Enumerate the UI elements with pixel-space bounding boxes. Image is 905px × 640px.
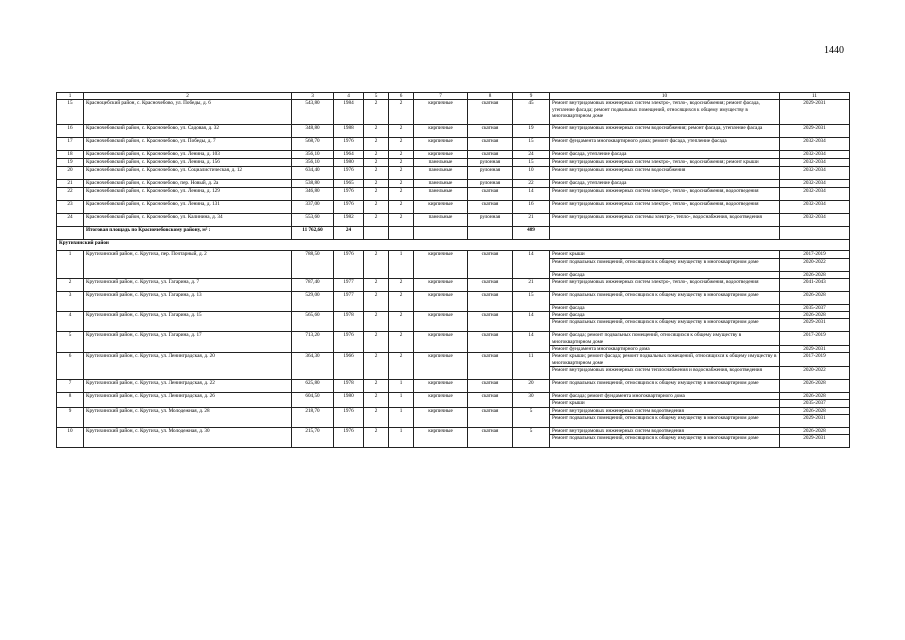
row-number: 4	[57, 312, 84, 332]
table-cell: 2	[389, 138, 414, 151]
table-cell: 2	[389, 214, 414, 227]
work-cell: Ремонт фасада, утепление фасада	[550, 180, 780, 188]
roof-type-cell: скатная	[468, 251, 513, 279]
summary-row	[57, 227, 850, 240]
row-number: 20	[57, 167, 84, 180]
address-cell: Крутихинский район, с. Крутиха, пер. Почтарный, д. 2	[84, 251, 292, 279]
wall-material-cell: панельные	[414, 167, 468, 180]
table-cell: 24	[513, 151, 550, 159]
work-cell: Ремонт подвальных помещений, относящихся к общему имуществу в многоквартирном доме	[550, 258, 780, 271]
area-cell: 218,70	[292, 407, 334, 427]
row-number: 19	[57, 159, 84, 167]
year-cell: 1976	[334, 138, 364, 151]
table-row	[57, 353, 850, 367]
period-cell: 2032-2034	[780, 159, 850, 167]
table-cell: 21	[513, 278, 550, 291]
period-cell: 2035-2037	[780, 400, 850, 407]
work-cell: Ремонт подвальных помещений, относящихся к общему имуществу в многоквартирном доме	[550, 414, 780, 427]
table-row	[57, 291, 850, 304]
row-number: 18	[57, 151, 84, 159]
area-cell: 568,70	[292, 138, 334, 151]
table-cell: 5	[513, 407, 550, 427]
table-cell: 2	[389, 353, 414, 380]
roof-type-cell: скатная	[468, 291, 513, 311]
wall-material-cell: панельные	[414, 188, 468, 201]
table-cell: 2	[364, 427, 389, 447]
table-row	[57, 125, 850, 138]
summary-area: 11 762,60	[292, 227, 334, 240]
table-cell: 1	[389, 392, 414, 407]
row-number: 23	[57, 201, 84, 214]
table-cell	[780, 227, 850, 240]
table-cell: 2	[389, 188, 414, 201]
table-cell	[57, 227, 84, 240]
year-cell: 1976	[334, 332, 364, 353]
table-row	[57, 151, 850, 159]
year-cell: 1976	[334, 167, 364, 180]
year-cell: 1978	[334, 379, 364, 392]
roof-type-cell: рулонная	[468, 159, 513, 167]
table-cell: 45	[513, 100, 550, 125]
address-cell: Красночебовский район, с. Красночебово, ул. Ленина, д. 103	[84, 151, 292, 159]
table-cell	[550, 227, 780, 240]
wall-material-cell: кирпичные	[414, 332, 468, 353]
column-number-row	[57, 93, 850, 100]
work-cell: Ремонт крыши	[550, 400, 780, 407]
row-number: 16	[57, 125, 84, 138]
wall-material-cell: кирпичные	[414, 201, 468, 214]
wall-material-cell: панельные	[414, 159, 468, 167]
area-cell: 553,60	[292, 214, 334, 227]
work-cell: Ремонт фасада; ремонт фундамента многоквартирного дома	[550, 392, 780, 399]
housing-repair-table	[56, 92, 850, 448]
address-cell: Крутихинский район, с. Крутиха, ул. Гагарина, д. 17	[84, 332, 292, 353]
work-cell: Ремонт подвальных помещений, относящихся к общему имуществу в многоквартирном доме	[550, 319, 780, 332]
table-cell: 5	[513, 427, 550, 447]
work-cell: Ремонт внутридомовых инженерных систем водоснабжения; ремонт фасада, утепление фасада	[550, 125, 780, 138]
table-cell: 2	[364, 125, 389, 138]
year-cell: 1976	[334, 251, 364, 279]
address-cell: Крутихинский район, с. Крутиха, ул. Гагарина, д. 7	[84, 278, 292, 291]
table-cell: 2	[389, 201, 414, 214]
row-number: 21	[57, 180, 84, 188]
wall-material-cell: кирпичные	[414, 407, 468, 427]
table-cell: 2	[389, 332, 414, 353]
year-cell: 1976	[334, 188, 364, 201]
area-cell: 565,60	[292, 312, 334, 332]
year-cell: 1976	[334, 427, 364, 447]
table-row	[57, 167, 850, 180]
area-cell: 364,30	[292, 353, 334, 380]
wall-material-cell: кирпичные	[414, 151, 468, 159]
row-number: 5	[57, 332, 84, 353]
column-number: 7	[414, 93, 468, 100]
table-cell: 15	[513, 291, 550, 311]
period-cell: 2029-2031	[780, 319, 850, 332]
period-cell: 2032-2034	[780, 167, 850, 180]
work-cell: Ремонт внутридомовых инженерных систем водоотведения	[550, 407, 780, 414]
table-cell: 2	[389, 125, 414, 138]
table-row	[57, 159, 850, 167]
period-cell: 2020-2022	[780, 258, 850, 271]
work-cell: Ремонт внутридомовых инженерных систем электро-, тепло-, водоснабжения, водоотведения	[550, 188, 780, 201]
column-number: 8	[468, 93, 513, 100]
area-cell: 346,80	[292, 188, 334, 201]
roof-type-cell: скатная	[468, 332, 513, 353]
address-cell: Красночебовский район, с. Красночебово, ул. Победы, д. 7	[84, 138, 292, 151]
table-cell: 19	[513, 125, 550, 138]
row-number: 10	[57, 427, 84, 447]
area-cell: 604,50	[292, 392, 334, 407]
table-cell: 2	[364, 214, 389, 227]
row-number: 2	[57, 278, 84, 291]
table-cell	[389, 227, 414, 240]
table-cell: 2	[364, 332, 389, 353]
table-cell: 2	[389, 167, 414, 180]
table-cell: 14	[513, 188, 550, 201]
period-cell: 2029-2031	[780, 125, 850, 138]
work-cell: Ремонт фундамента многоквартирного дома	[550, 346, 780, 353]
area-cell: 337,00	[292, 201, 334, 214]
row-number: 3	[57, 291, 84, 311]
table-row	[57, 100, 850, 125]
table-cell: 2	[364, 251, 389, 279]
table-cell: 1	[389, 407, 414, 427]
roof-type-cell: скатная	[468, 427, 513, 447]
address-cell: Красноцебский район, с. Красночебово, ул. Победы, д. 6	[84, 100, 292, 125]
roof-type-cell: скатная	[468, 353, 513, 380]
period-cell: 2026-2028	[780, 427, 850, 434]
wall-material-cell: кирпичные	[414, 138, 468, 151]
period-cell: 2026-2028	[780, 312, 850, 319]
table-cell: 20	[513, 379, 550, 392]
work-cell: Ремонт фасада, утепление фасада	[550, 151, 780, 159]
year-cell: 1976	[334, 201, 364, 214]
roof-type-cell: скатная	[468, 138, 513, 151]
row-number: 1	[57, 251, 84, 279]
table-cell: 2	[364, 291, 389, 311]
table-row	[57, 278, 850, 291]
table-row	[57, 214, 850, 227]
period-cell: 2029-2031	[780, 414, 850, 427]
area-cell: 215,70	[292, 427, 334, 447]
area-cell: 543,80	[292, 100, 334, 125]
roof-type-cell: скатная	[468, 312, 513, 332]
table-cell: 1	[389, 379, 414, 392]
roof-type-cell: скатная	[468, 379, 513, 392]
year-cell: 1966	[334, 353, 364, 380]
period-cell: 2017-2019	[780, 353, 850, 367]
roof-type-cell: скатная	[468, 201, 513, 214]
table-cell	[414, 227, 468, 240]
period-cell: 2032-2034	[780, 151, 850, 159]
column-number: 9	[513, 93, 550, 100]
roof-type-cell: скатная	[468, 100, 513, 125]
wall-material-cell: кирпичные	[414, 278, 468, 291]
table-cell: 2	[389, 278, 414, 291]
table-cell: 2	[364, 379, 389, 392]
work-cell: Ремонт подвальных помещений, относящихся к общему имуществу в многоквартирном доме	[550, 379, 780, 392]
address-cell: Крутихинский район, с. Крутиха, ул. Гагарина, д. 15	[84, 312, 292, 332]
address-cell: Крутихинский район, с. Крутиха, ул. Гагарина, д. 13	[84, 291, 292, 311]
period-cell: 2032-2034	[780, 214, 850, 227]
roof-type-cell: скатная	[468, 125, 513, 138]
work-cell: Ремонт подвальных помещений, относящихся к общему имуществу в многоквартирном доме	[550, 435, 780, 448]
year-cell: 1984	[334, 100, 364, 125]
table-cell: 1	[389, 427, 414, 447]
wall-material-cell: кирпичные	[414, 100, 468, 125]
wall-material-cell: кирпичные	[414, 427, 468, 447]
wall-material-cell: кирпичные	[414, 251, 468, 279]
period-cell: 2017-2019	[780, 332, 850, 346]
wall-material-cell: кирпичные	[414, 392, 468, 407]
table-cell	[468, 227, 513, 240]
period-cell: 2029-2031	[780, 435, 850, 448]
address-cell: Красночебовский район, с. Красночебово, пер. Новый, д. 2а	[84, 180, 292, 188]
table-cell: 16	[513, 201, 550, 214]
period-cell: 2035-2037	[780, 304, 850, 311]
district-row	[57, 240, 850, 251]
year-cell: 1980	[334, 392, 364, 407]
work-cell: Ремонт внутридомовых инженерных систем электро-, тепло-, водоснабжения, водоотведения	[550, 278, 780, 291]
row-number: 9	[57, 407, 84, 427]
period-cell: 2026-2028	[780, 392, 850, 399]
area-cell: 356,10	[292, 151, 334, 159]
period-cell: 2020-2022	[780, 366, 850, 379]
period-cell: 2032-2034	[780, 201, 850, 214]
table-cell: 2	[389, 159, 414, 167]
table-cell: 2	[364, 312, 389, 332]
wall-material-cell: кирпичные	[414, 379, 468, 392]
work-cell: Ремонт фундамента многоквартирного дома; ремонт фасада, утепление фасада	[550, 138, 780, 151]
address-cell: Крутихинский район, с. Крутиха, ул. Ленинградская, д. 26	[84, 392, 292, 407]
period-cell: 2032-2034	[780, 188, 850, 201]
work-cell: Ремонт фасада	[550, 304, 780, 311]
table-cell: 2	[389, 100, 414, 125]
column-number: 6	[389, 93, 414, 100]
table-row	[57, 312, 850, 319]
table-cell: 15	[513, 159, 550, 167]
area-cell: 529,00	[292, 291, 334, 311]
wall-material-cell: кирпичные	[414, 125, 468, 138]
address-cell: Крутихинский район, с. Крутиха, ул. Молодежная, д. 28	[84, 407, 292, 427]
address-cell: Красночебовский район, с. Красночебово, ул. Калинина, д. 34	[84, 214, 292, 227]
table-cell: 2	[364, 278, 389, 291]
row-number: 17	[57, 138, 84, 151]
table-cell: 30	[513, 392, 550, 407]
work-cell: Ремонт крыши; ремонт фасада; ремонт подвальных помещений, относящихся к общему имуществу в многоквартирном доме	[550, 353, 780, 367]
district-heading: Крутихинский район	[57, 240, 850, 251]
column-number: 1	[57, 93, 84, 100]
column-number: 5	[364, 93, 389, 100]
work-cell: Ремонт внутридомовых инженерных систем водоотведения	[550, 427, 780, 434]
area-cell: 348,80	[292, 125, 334, 138]
column-number: 10	[550, 93, 780, 100]
table-row	[57, 251, 850, 258]
work-cell: Ремонт фасада	[550, 271, 780, 278]
table-cell: 11	[513, 353, 550, 380]
table-cell: 2	[364, 392, 389, 407]
wall-material-cell: кирпичные	[414, 291, 468, 311]
table-cell: 2	[389, 151, 414, 159]
wall-material-cell: панельные	[414, 180, 468, 188]
period-cell: 2041-2043	[780, 278, 850, 291]
row-number: 15	[57, 100, 84, 125]
table-cell: 2	[389, 312, 414, 332]
address-cell: Крутихинский район, с. Крутиха, ул. Ленинградская, д. 22	[84, 379, 292, 392]
area-cell: 787,40	[292, 278, 334, 291]
table-cell: 14	[513, 332, 550, 353]
work-cell: Ремонт подвальных помещений, относящихся к общему имуществу в многоквартирном доме	[550, 291, 780, 304]
year-cell: 1988	[334, 125, 364, 138]
address-cell: Красночебовский район, с. Красночебово, ул. Ленина, д. 129	[84, 188, 292, 201]
table-row	[57, 332, 850, 346]
year-cell: 1978	[334, 312, 364, 332]
year-cell: 1977	[334, 291, 364, 311]
table-cell: 22	[513, 180, 550, 188]
address-cell: Красночебовский район, с. Красночебово, ул. Ленина, д. 131	[84, 201, 292, 214]
row-number: 6	[57, 353, 84, 380]
year-cell: 1964	[334, 151, 364, 159]
period-cell: 2032-2034	[780, 180, 850, 188]
summary-label: Итоговая площадь по Красночебовскому району, м² :	[84, 227, 292, 240]
table-row	[57, 407, 850, 414]
table-cell: 14	[513, 312, 550, 332]
work-cell: Ремонт внутридомовых инженерных систем электро-, тепло-, водоснабжения; ремонт крыши	[550, 159, 780, 167]
table-cell: 2	[364, 138, 389, 151]
year-cell: 1976	[334, 407, 364, 427]
column-number: 3	[292, 93, 334, 100]
area-cell: 788,50	[292, 251, 334, 279]
work-cell: Ремонт внутридомовых инженерных систем электро-, тепло-, водоснабжения, водоотведения	[550, 201, 780, 214]
table-row	[57, 188, 850, 201]
area-cell: 356,10	[292, 159, 334, 167]
period-cell: 2026-2028	[780, 291, 850, 304]
table-cell: 2	[364, 407, 389, 427]
wall-material-cell: панельные	[414, 214, 468, 227]
address-cell: Крутихинский район, с. Крутиха, ул. Молодежная, д. 30	[84, 427, 292, 447]
table-cell: 2	[389, 291, 414, 311]
address-cell: Красночебовский район, с. Красночебово, ул. Ленина, д. 156	[84, 159, 292, 167]
table-row	[57, 201, 850, 214]
wall-material-cell: кирпичные	[414, 353, 468, 380]
row-number: 7	[57, 379, 84, 392]
table-cell: 2	[364, 151, 389, 159]
roof-type-cell: рулонная	[468, 167, 513, 180]
roof-type-cell: рулонная	[468, 180, 513, 188]
roof-type-cell: скатная	[468, 278, 513, 291]
table-row	[57, 392, 850, 399]
column-number: 4	[334, 93, 364, 100]
table-cell: 2	[364, 201, 389, 214]
period-cell: 2026-2028	[780, 271, 850, 278]
column-number: 2	[84, 93, 292, 100]
work-cell: Ремонт внутридомовых инженерных системы электро-, тепло-, водоснабжения, водоотведения	[550, 214, 780, 227]
page-number: 1440	[824, 45, 844, 56]
address-cell: Красночебовский район, с. Красночебово, ул. Социалистическая, д. 12	[84, 167, 292, 180]
roof-type-cell: скатная	[468, 407, 513, 427]
year-cell: 1982	[334, 214, 364, 227]
year-cell: 1980	[334, 159, 364, 167]
table-cell: 2	[364, 180, 389, 188]
table-cell: 2	[389, 180, 414, 188]
year-cell: 1965	[334, 180, 364, 188]
table-cell: 1	[389, 251, 414, 279]
period-cell: 2032-2034	[780, 138, 850, 151]
address-cell: Красночебовский район, с. Красночебово, ул. Садовая, д. 32	[84, 125, 292, 138]
table-row	[57, 379, 850, 392]
area-cell: 634,40	[292, 167, 334, 180]
roof-type-cell: скатная	[468, 392, 513, 407]
work-cell: Ремонт внутридомовых инженерных систем водоснабжения	[550, 167, 780, 180]
work-cell: Ремонт фасада; ремонт подвальных помещений, относящихся к общему имуществу в многоквартирном доме	[550, 332, 780, 346]
work-cell: Ремонт крыши	[550, 251, 780, 258]
table-cell: 15	[513, 138, 550, 151]
table-cell: 14	[513, 251, 550, 279]
row-number: 8	[57, 392, 84, 407]
table-row	[57, 138, 850, 151]
roof-type-cell: рулонная	[468, 214, 513, 227]
area-cell: 625,80	[292, 379, 334, 392]
period-cell: 2026-2028	[780, 407, 850, 414]
table-cell: 2	[364, 353, 389, 380]
roof-type-cell: скатная	[468, 188, 513, 201]
period-cell: 2029-2031	[780, 100, 850, 125]
table-cell: 2	[364, 100, 389, 125]
table-row	[57, 180, 850, 188]
row-number: 22	[57, 188, 84, 201]
work-cell: Ремонт внутридомовых инженерных систем электро-, тепло-, водоснабжения; ремонт фасада, утепление фасада; ремонт подвальных помещений, относящихся к общему имуществу в многоквартирном доме	[550, 100, 780, 125]
period-cell: 2029-2031	[780, 346, 850, 353]
wall-material-cell: кирпичные	[414, 312, 468, 332]
work-cell: Ремонт фасада	[550, 312, 780, 319]
summary-residents: 489	[513, 227, 550, 240]
work-cell: Ремонт внутридомовых инженерных систем теплоснабжения и водоснабжения, водоотведения	[550, 366, 780, 379]
year-cell: 1977	[334, 278, 364, 291]
address-cell: Крутихинский район, с. Крутиха, ул. Ленинградская, д. 20	[84, 353, 292, 380]
table-cell: 10	[513, 167, 550, 180]
table-cell: 2	[364, 167, 389, 180]
table-cell: 2	[364, 188, 389, 201]
table-cell: 2	[364, 159, 389, 167]
period-cell: 2026-2028	[780, 379, 850, 392]
table-cell	[364, 227, 389, 240]
roof-type-cell: скатная	[468, 151, 513, 159]
summary-count: 24	[334, 227, 364, 240]
table-row	[57, 427, 850, 434]
area-cell: 713,20	[292, 332, 334, 353]
period-cell: 2017-2019	[780, 251, 850, 258]
column-number: 11	[780, 93, 850, 100]
row-number: 24	[57, 214, 84, 227]
area-cell: 538,80	[292, 180, 334, 188]
table-cell: 21	[513, 214, 550, 227]
